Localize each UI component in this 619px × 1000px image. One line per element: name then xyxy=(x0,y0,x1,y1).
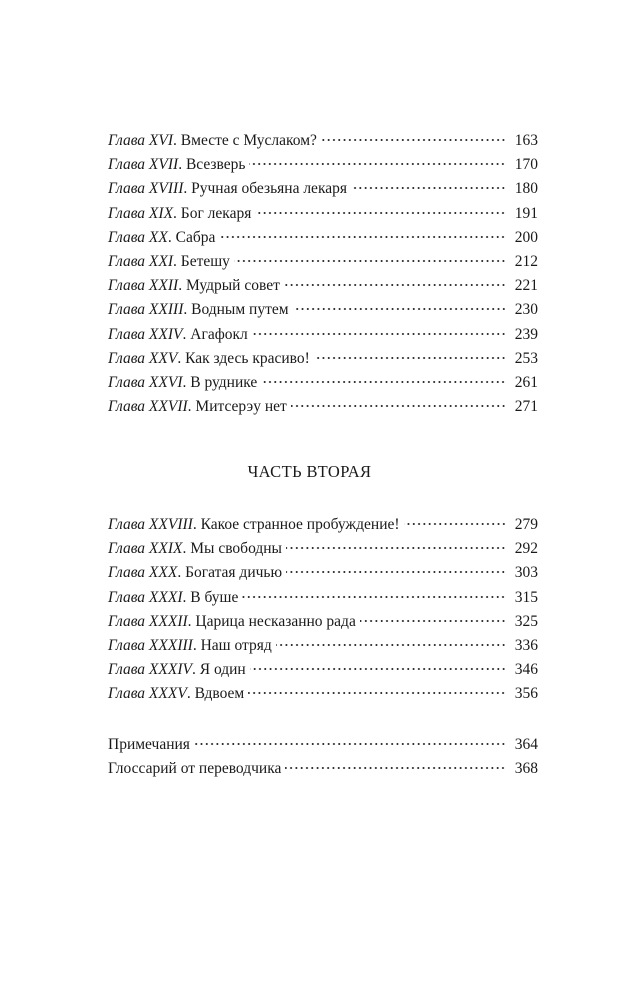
dot-leader xyxy=(194,743,506,745)
toc-entry[interactable] xyxy=(108,610,538,634)
dot-leader xyxy=(234,260,506,262)
chapter-number: Глава XXVI xyxy=(108,373,183,391)
toc-entry[interactable] xyxy=(108,371,538,395)
page-number: 180 xyxy=(514,180,538,198)
toc-entry[interactable] xyxy=(108,586,538,610)
dot-leader xyxy=(291,405,506,407)
separator: . xyxy=(183,180,192,198)
chapter-title: Мудрый совет xyxy=(185,277,280,295)
chapter-title: Ручная обезьяна лекаря xyxy=(191,180,347,198)
page-number: 364 xyxy=(514,736,538,753)
chapter-number: Глава XXI xyxy=(108,252,174,270)
chapter-number: Глава XXVIII xyxy=(108,516,193,533)
chapter-title: Всезверь xyxy=(185,156,246,174)
chapter-number: Глава XXXV xyxy=(108,685,187,703)
toc-part-one xyxy=(108,129,538,419)
chapter-number: Глава XXIII xyxy=(108,301,184,319)
page-number: 200 xyxy=(514,228,538,246)
chapter-title: Сабра xyxy=(175,228,216,246)
separator: . xyxy=(178,156,186,174)
separator: . xyxy=(177,349,186,367)
page-number: 221 xyxy=(514,277,538,295)
chapter-title: Мы свободны xyxy=(190,540,282,558)
chapter-title: Водным путем xyxy=(191,301,289,319)
toc-entry[interactable] xyxy=(108,226,538,250)
chapter-title: Богатая дичью xyxy=(185,564,283,582)
separator: . xyxy=(191,661,200,679)
chapter-title: Как здесь красиво! xyxy=(185,349,310,367)
dot-leader xyxy=(314,357,506,359)
toc-appendix xyxy=(108,733,538,781)
separator: . xyxy=(173,252,181,270)
chapter-number: Глава XXII xyxy=(108,277,179,295)
chapter-number: Глава XXXI xyxy=(108,588,183,606)
chapter-number: Глава XVIII xyxy=(108,180,184,198)
dot-leader xyxy=(252,333,506,335)
separator: . xyxy=(187,398,196,416)
dot-leader xyxy=(286,547,506,549)
dot-leader xyxy=(219,236,506,238)
separator: . xyxy=(183,301,192,319)
separator: . xyxy=(182,540,191,558)
page-number: 163 xyxy=(514,132,538,149)
dot-leader xyxy=(261,381,506,383)
dot-leader xyxy=(293,308,506,310)
page-number: 212 xyxy=(514,252,538,270)
toc-entry[interactable] xyxy=(108,129,538,153)
separator: . xyxy=(186,685,195,703)
toc-entry-glossary[interactable] xyxy=(108,757,538,781)
toc-entry[interactable] xyxy=(108,250,538,274)
page-number: 239 xyxy=(514,325,538,343)
chapter-title: В буше xyxy=(190,588,239,606)
part-two-heading: ЧАСТЬ ВТОРАЯ xyxy=(247,462,372,481)
toc-entry[interactable] xyxy=(108,298,538,322)
separator: . xyxy=(192,636,201,654)
page-number: 253 xyxy=(514,349,538,367)
page-number: 191 xyxy=(514,204,538,222)
chapter-title: Царица несказанно рада xyxy=(195,612,356,630)
toc-entry[interactable] xyxy=(108,153,538,177)
dot-leader xyxy=(321,139,506,141)
chapter-title: Митсерэу нет xyxy=(195,398,287,416)
chapter-number: Глава XXVII xyxy=(108,398,188,416)
dot-leader xyxy=(249,163,506,165)
toc-entry[interactable] xyxy=(108,537,538,561)
toc-entry[interactable] xyxy=(108,513,538,537)
dot-leader xyxy=(255,212,506,214)
dot-leader xyxy=(286,571,506,573)
page-number: 261 xyxy=(514,373,538,391)
chapter-title: Бог лекаря xyxy=(180,204,252,222)
chapter-title: Я один xyxy=(199,661,246,679)
toc-entry[interactable] xyxy=(108,347,538,371)
toc-entry[interactable] xyxy=(108,634,538,658)
toc-part-two xyxy=(108,513,538,707)
toc-entry[interactable] xyxy=(108,274,538,298)
chapter-title: Какое странное пробуждение! xyxy=(200,516,400,533)
chapter-title: В руднике xyxy=(190,373,258,391)
page-number: 170 xyxy=(514,156,538,174)
appendix-title: Глоссарий от переводчика xyxy=(108,760,282,778)
dot-leader xyxy=(404,523,506,525)
toc-entry[interactable] xyxy=(108,658,538,682)
separator: . xyxy=(167,228,176,246)
page-number: 346 xyxy=(514,661,538,679)
chapter-title: Наш отряд xyxy=(200,636,272,654)
page-number: 325 xyxy=(514,612,538,630)
chapter-number: Глава XVI xyxy=(108,132,174,149)
chapter-number: Глава XIX xyxy=(108,204,174,222)
dot-leader xyxy=(250,668,506,670)
toc-entry[interactable] xyxy=(108,177,538,201)
dot-leader xyxy=(284,284,506,286)
separator: . xyxy=(182,373,191,391)
separator: . xyxy=(192,516,201,533)
separator: . xyxy=(173,132,181,149)
page-number: 336 xyxy=(514,636,538,654)
chapter-number: Глава XXXIV xyxy=(108,661,192,679)
separator: . xyxy=(187,612,196,630)
toc-entry-notes[interactable] xyxy=(108,733,538,757)
chapter-number: Глава XX xyxy=(108,228,168,246)
separator: . xyxy=(173,204,181,222)
page-number: 368 xyxy=(514,760,538,778)
toc-entry[interactable] xyxy=(108,202,538,226)
chapter-number: Глава XXXII xyxy=(108,612,188,630)
toc-entry[interactable] xyxy=(108,395,538,419)
dot-leader xyxy=(285,767,506,769)
toc-entry[interactable] xyxy=(108,561,538,585)
chapter-number: Глава XXXIII xyxy=(108,636,193,654)
dot-leader xyxy=(360,620,506,622)
appendix-title: Примечания xyxy=(108,736,190,753)
chapter-number: Глава XXX xyxy=(108,564,178,582)
dot-leader xyxy=(351,187,506,189)
separator: . xyxy=(182,588,191,606)
page-number: 356 xyxy=(514,685,538,703)
page-number: 230 xyxy=(514,301,538,319)
page-number: 279 xyxy=(514,516,538,533)
dot-leader xyxy=(276,644,506,646)
separator: . xyxy=(177,564,186,582)
chapter-number: Глава XVII xyxy=(108,156,179,174)
chapter-title: Вместе с Муслаком? xyxy=(180,132,317,149)
page-number: 315 xyxy=(514,588,538,606)
page-number: 271 xyxy=(514,398,538,416)
chapter-title: Бетешу xyxy=(180,252,230,270)
page-number: 292 xyxy=(514,540,538,558)
separator: . xyxy=(178,277,186,295)
page-number: 303 xyxy=(514,564,538,582)
chapter-number: Глава XXV xyxy=(108,349,178,367)
chapter-title: Агафокл xyxy=(190,325,248,343)
toc-entry[interactable] xyxy=(108,682,538,706)
dot-leader xyxy=(248,692,506,694)
separator: . xyxy=(182,325,191,343)
dot-leader xyxy=(242,596,506,598)
toc-entry[interactable] xyxy=(108,323,538,347)
chapter-number: Глава XXIV xyxy=(108,325,183,343)
chapter-number: Глава XXIX xyxy=(108,540,183,558)
chapter-title: Вдвоем xyxy=(194,685,245,703)
